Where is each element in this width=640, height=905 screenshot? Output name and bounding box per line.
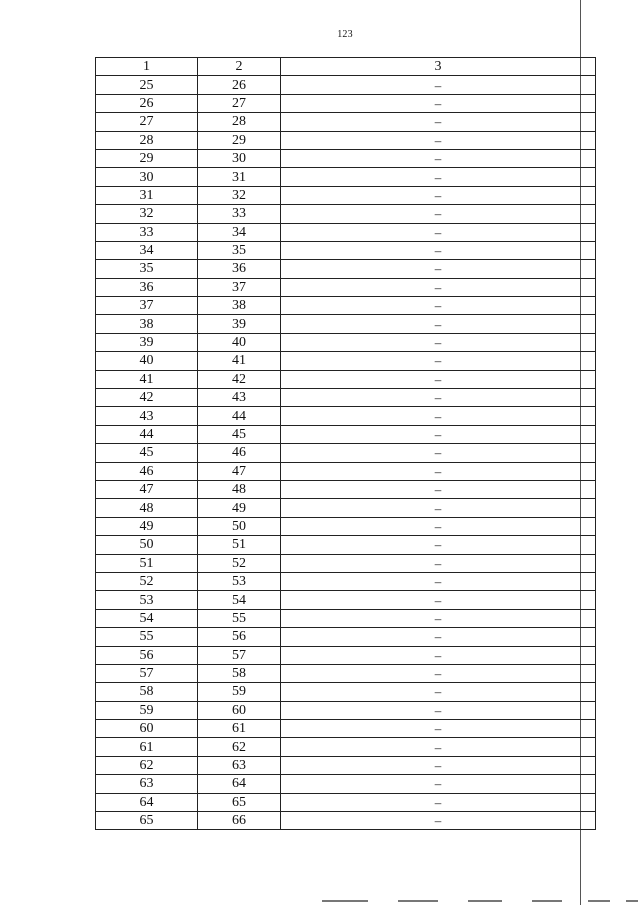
- table-cell-col1: 40: [96, 352, 198, 370]
- table-row: [96, 260, 596, 278]
- table-row: [96, 646, 596, 664]
- table-row: [96, 149, 596, 167]
- table-cell-col1: 65: [96, 812, 198, 830]
- table-cell-col3: –: [281, 444, 596, 462]
- table-cell-col1: 35: [96, 260, 198, 278]
- table-row: [96, 517, 596, 535]
- table-cell-col3: –: [281, 425, 596, 443]
- table-cell-col3: –: [281, 186, 596, 204]
- table-cell-col2: 34: [198, 223, 281, 241]
- table-cell-col1: 30: [96, 168, 198, 186]
- table-cell-col1: 52: [96, 572, 198, 590]
- table-cell-col3: –: [281, 572, 596, 590]
- table-cell-col2: 58: [198, 664, 281, 682]
- table-row: [96, 425, 596, 443]
- table-row: [96, 333, 596, 351]
- table-cell-col1: 60: [96, 720, 198, 738]
- table-row: [96, 683, 596, 701]
- table-cell-col2: 55: [198, 609, 281, 627]
- table-cell-col1: 41: [96, 370, 198, 388]
- table-cell-col1: 44: [96, 425, 198, 443]
- table-cell-col3: –: [281, 536, 596, 554]
- table-cell-col3: –: [281, 260, 596, 278]
- table-cell-col3: –: [281, 793, 596, 811]
- table-cell-col2: 33: [198, 205, 281, 223]
- table-cell-col2: 44: [198, 407, 281, 425]
- table-cell-col1: 56: [96, 646, 198, 664]
- table-cell-col2: 59: [198, 683, 281, 701]
- table-row: [96, 628, 596, 646]
- table-cell-col2: 29: [198, 131, 281, 149]
- scan-mark: [532, 900, 562, 902]
- table-cell-col2: 42: [198, 370, 281, 388]
- table-row: [96, 241, 596, 259]
- table-row: [96, 756, 596, 774]
- table-cell-col3: –: [281, 701, 596, 719]
- table-row: [96, 315, 596, 333]
- table-row: [96, 370, 596, 388]
- table-cell-col2: 40: [198, 333, 281, 351]
- table-row: [96, 480, 596, 498]
- header-row: [96, 58, 596, 76]
- table-cell-col1: 36: [96, 278, 198, 296]
- table-cell-col2: 56: [198, 628, 281, 646]
- table-body: [96, 76, 596, 830]
- table-cell-col3: –: [281, 480, 596, 498]
- table-cell-col3: –: [281, 315, 596, 333]
- table-cell-col3: –: [281, 241, 596, 259]
- table-cell-col1: 28: [96, 131, 198, 149]
- table-cell-col2: 46: [198, 444, 281, 462]
- table-cell-col3: –: [281, 333, 596, 351]
- table-cell-col1: 42: [96, 389, 198, 407]
- table-cell-col3: –: [281, 76, 596, 94]
- table-cell-col3: –: [281, 278, 596, 296]
- table-row: [96, 720, 596, 738]
- table-cell-col2: 47: [198, 462, 281, 480]
- table-cell-col1: 54: [96, 609, 198, 627]
- table-cell-col2: 54: [198, 591, 281, 609]
- table-cell-col1: 31: [96, 186, 198, 204]
- table-cell-col1: 25: [96, 76, 198, 94]
- table-cell-col2: 48: [198, 480, 281, 498]
- table-cell-col1: 37: [96, 297, 198, 315]
- table-row: [96, 407, 596, 425]
- table-cell-col3: –: [281, 370, 596, 388]
- table-cell-col2: 49: [198, 499, 281, 517]
- table-row: [96, 536, 596, 554]
- table-cell-col2: 30: [198, 149, 281, 167]
- data-table: [95, 57, 596, 830]
- table-cell-col1: 61: [96, 738, 198, 756]
- table-cell-col2: 36: [198, 260, 281, 278]
- table-row: [96, 609, 596, 627]
- table-row: [96, 168, 596, 186]
- table-cell-col1: 26: [96, 94, 198, 112]
- table-cell-col2: 50: [198, 517, 281, 535]
- table-cell-col2: 65: [198, 793, 281, 811]
- table-cell-col2: 35: [198, 241, 281, 259]
- table-cell-col1: 45: [96, 444, 198, 462]
- table-row: [96, 554, 596, 572]
- table-row: [96, 113, 596, 131]
- table-cell-col3: –: [281, 205, 596, 223]
- table-cell-col1: 51: [96, 554, 198, 572]
- column-header-3: 3: [281, 58, 596, 76]
- table-cell-col1: 62: [96, 756, 198, 774]
- table-cell-col3: –: [281, 609, 596, 627]
- table-row: [96, 812, 596, 830]
- table-cell-col2: 41: [198, 352, 281, 370]
- table-cell-col2: 27: [198, 94, 281, 112]
- table-cell-col3: –: [281, 499, 596, 517]
- table-cell-col1: 48: [96, 499, 198, 517]
- table-cell-col2: 53: [198, 572, 281, 590]
- table-cell-col1: 58: [96, 683, 198, 701]
- table-header: [96, 58, 596, 76]
- table-cell-col3: –: [281, 554, 596, 572]
- scan-mark: [322, 900, 368, 902]
- table-cell-col3: –: [281, 149, 596, 167]
- table-row: [96, 297, 596, 315]
- table-cell-col3: –: [281, 720, 596, 738]
- column-header-2: 2: [198, 58, 281, 76]
- table-cell-col3: –: [281, 94, 596, 112]
- table-cell-col2: 38: [198, 297, 281, 315]
- table-row: [96, 591, 596, 609]
- table-cell-col2: 39: [198, 315, 281, 333]
- table-cell-col3: –: [281, 664, 596, 682]
- table-row: [96, 572, 596, 590]
- table-cell-col2: 62: [198, 738, 281, 756]
- table-row: [96, 352, 596, 370]
- table-cell-col2: 52: [198, 554, 281, 572]
- table-row: [96, 462, 596, 480]
- scan-mark: [626, 900, 638, 902]
- table-cell-col3: –: [281, 756, 596, 774]
- table-cell-col2: 31: [198, 168, 281, 186]
- scan-mark: [468, 900, 502, 902]
- table-cell-col3: –: [281, 297, 596, 315]
- table-cell-col2: 63: [198, 756, 281, 774]
- table-row: [96, 701, 596, 719]
- page-number: 123: [337, 29, 353, 40]
- table-cell-col3: –: [281, 517, 596, 535]
- table-cell-col3: –: [281, 812, 596, 830]
- table-cell-col3: –: [281, 131, 596, 149]
- table-cell-col3: –: [281, 223, 596, 241]
- table-cell-col1: 27: [96, 113, 198, 131]
- table-container: [95, 57, 595, 830]
- table-row: [96, 76, 596, 94]
- table-cell-col3: –: [281, 389, 596, 407]
- table-cell-col1: 59: [96, 701, 198, 719]
- table-cell-col2: 66: [198, 812, 281, 830]
- table-cell-col2: 37: [198, 278, 281, 296]
- table-cell-col2: 51: [198, 536, 281, 554]
- table-row: [96, 186, 596, 204]
- scan-mark: [588, 900, 610, 902]
- table-cell-col1: 49: [96, 517, 198, 535]
- scan-edge-marks: [320, 898, 640, 905]
- table-cell-col2: 60: [198, 701, 281, 719]
- table-cell-col3: –: [281, 646, 596, 664]
- table-cell-col3: –: [281, 407, 596, 425]
- table-cell-col2: 32: [198, 186, 281, 204]
- column-header-1: 1: [96, 58, 198, 76]
- table-cell-col2: 64: [198, 775, 281, 793]
- table-cell-col1: 47: [96, 480, 198, 498]
- table-cell-col2: 26: [198, 76, 281, 94]
- table-row: [96, 389, 596, 407]
- table-cell-col1: 46: [96, 462, 198, 480]
- table-row: [96, 444, 596, 462]
- table-row: [96, 664, 596, 682]
- table-cell-col3: –: [281, 113, 596, 131]
- table-cell-col3: –: [281, 628, 596, 646]
- table-cell-col1: 53: [96, 591, 198, 609]
- table-row: [96, 278, 596, 296]
- table-cell-col1: 55: [96, 628, 198, 646]
- table-cell-col1: 33: [96, 223, 198, 241]
- table-row: [96, 499, 596, 517]
- table-cell-col2: 45: [198, 425, 281, 443]
- table-cell-col1: 32: [96, 205, 198, 223]
- table-cell-col1: 29: [96, 149, 198, 167]
- table-cell-col3: –: [281, 738, 596, 756]
- table-cell-col2: 28: [198, 113, 281, 131]
- table-cell-col3: –: [281, 775, 596, 793]
- table-cell-col2: 43: [198, 389, 281, 407]
- table-row: [96, 94, 596, 112]
- table-row: [96, 205, 596, 223]
- table-cell-col1: 64: [96, 793, 198, 811]
- scan-mark: [398, 900, 438, 902]
- table-cell-col3: –: [281, 168, 596, 186]
- table-cell-col1: 38: [96, 315, 198, 333]
- table-cell-col1: 57: [96, 664, 198, 682]
- table-cell-col2: 61: [198, 720, 281, 738]
- table-cell-col3: –: [281, 683, 596, 701]
- table-cell-col1: 50: [96, 536, 198, 554]
- table-cell-col1: 63: [96, 775, 198, 793]
- table-row: [96, 738, 596, 756]
- table-cell-col2: 57: [198, 646, 281, 664]
- table-row: [96, 223, 596, 241]
- table-row: [96, 793, 596, 811]
- table-row: [96, 775, 596, 793]
- table-cell-col1: 43: [96, 407, 198, 425]
- table-cell-col3: –: [281, 591, 596, 609]
- table-cell-col3: –: [281, 352, 596, 370]
- table-row: [96, 131, 596, 149]
- table-cell-col1: 39: [96, 333, 198, 351]
- table-cell-col3: –: [281, 462, 596, 480]
- table-cell-col1: 34: [96, 241, 198, 259]
